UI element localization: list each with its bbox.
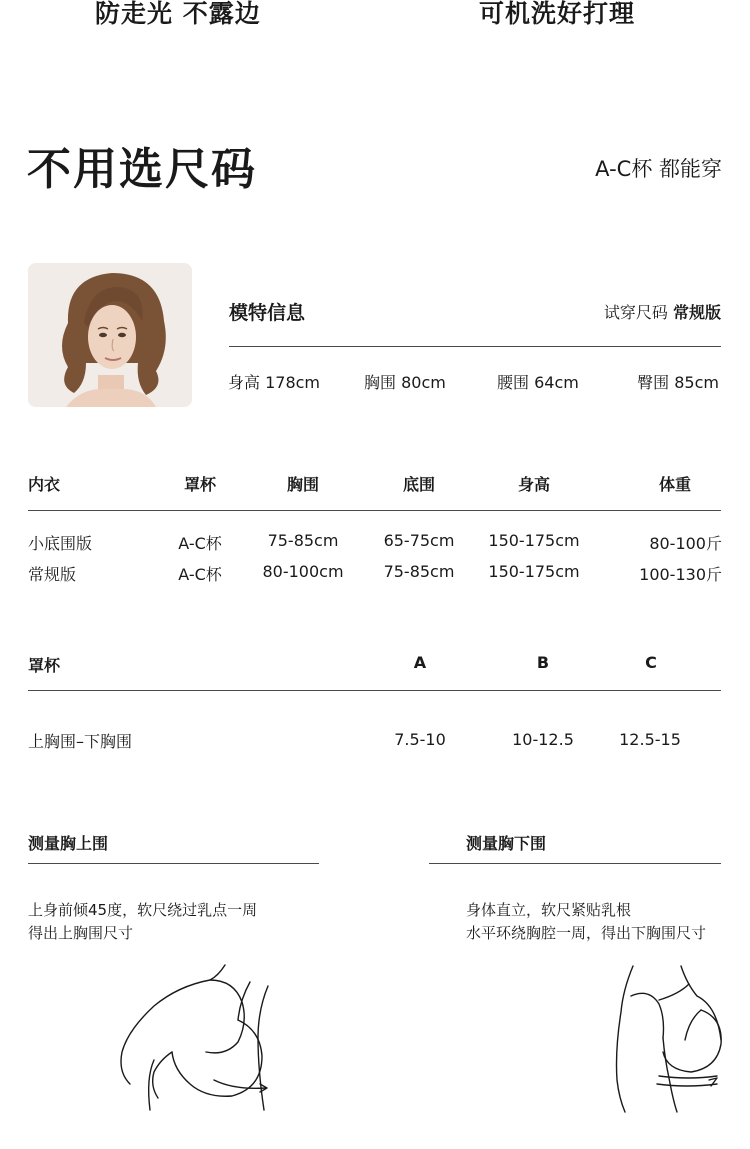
row1-bust: 75-85cm [267,531,339,550]
measure-upper-line-1: 上身前倾45度，软尺绕过乳点一周 [28,901,258,919]
size-table-divider [28,510,721,511]
model-stat-bust: 胸围 80cm [364,373,446,392]
measure-upper-divider [28,863,319,864]
model-stat-hip: 臀围 85cm [637,373,719,392]
model-stat-height: 身高 178cm [228,373,321,392]
row2-version: 常规版 [28,565,77,584]
cup-header-b: B [536,653,550,672]
row1-weight: 80-100斤 [649,534,722,553]
row2-height: 150-175cm [488,562,580,581]
trial-size-label: 试穿尺码 [603,303,668,322]
row2-bust: 80-100cm [262,562,344,581]
measure-lower-title: 测量胸下围 [466,834,547,853]
size-header-underbust: 底围 [402,475,436,494]
cup-header-label: 罩杯 [28,656,61,675]
cup-header-c: C [645,653,657,672]
measure-lower-desc [466,899,706,945]
measure-lower-divider [429,863,721,864]
model-portrait [28,263,192,407]
cup-header-a: A [413,653,427,672]
model-stat-waist: 腰围 64cm [497,373,579,392]
page-title: 不用选尺码 [27,144,257,195]
size-header-underwear: 内衣 [28,475,61,494]
under-bust-illustration-icon [605,960,735,1120]
model-info-title: 模特信息 [229,302,306,324]
trial-size-value: 常规版 [672,303,721,322]
row1-underbust: 65-75cm [383,531,455,550]
measure-lower-line-2: 水平环绕胸腔一周，得出下胸围尺寸 [466,924,707,942]
row2-cup: A-C杯 [178,565,222,584]
cup-row-c: 12.5-15 [619,730,681,749]
row1-cup: A-C杯 [178,534,222,553]
feature-caption-right: 可机洗好打理 [479,0,636,28]
feature-caption-left: 防走光 不露边 [95,0,261,28]
measure-upper-line-2: 得出上胸围尺寸 [28,924,134,942]
page-subtitle: A-C杯 都能穿 [595,157,722,181]
model-portrait-image [28,263,192,407]
row2-underbust: 75-85cm [383,562,455,581]
cup-row-label: 上胸围–下胸围 [28,732,133,751]
size-header-bust: 胸围 [286,475,320,494]
row2-weight: 100-130斤 [639,565,722,584]
size-header-weight: 体重 [658,475,692,494]
cup-row-b: 10-12.5 [512,730,574,749]
upper-bust-illustration-icon [110,960,290,1120]
row1-version: 小底围版 [28,534,93,553]
cup-table-divider [28,690,721,691]
measure-lower-line-1: 身体直立，软尺紧贴乳根 [466,901,632,919]
cup-row-a: 7.5-10 [394,730,446,749]
row1-height: 150-175cm [488,531,580,550]
size-header-cup: 罩杯 [183,475,217,494]
measure-upper-desc [28,899,257,945]
size-header-height: 身高 [517,475,551,494]
model-info-divider [229,346,721,347]
measure-upper-title: 测量胸上围 [28,834,109,853]
trial-size [604,300,721,323]
